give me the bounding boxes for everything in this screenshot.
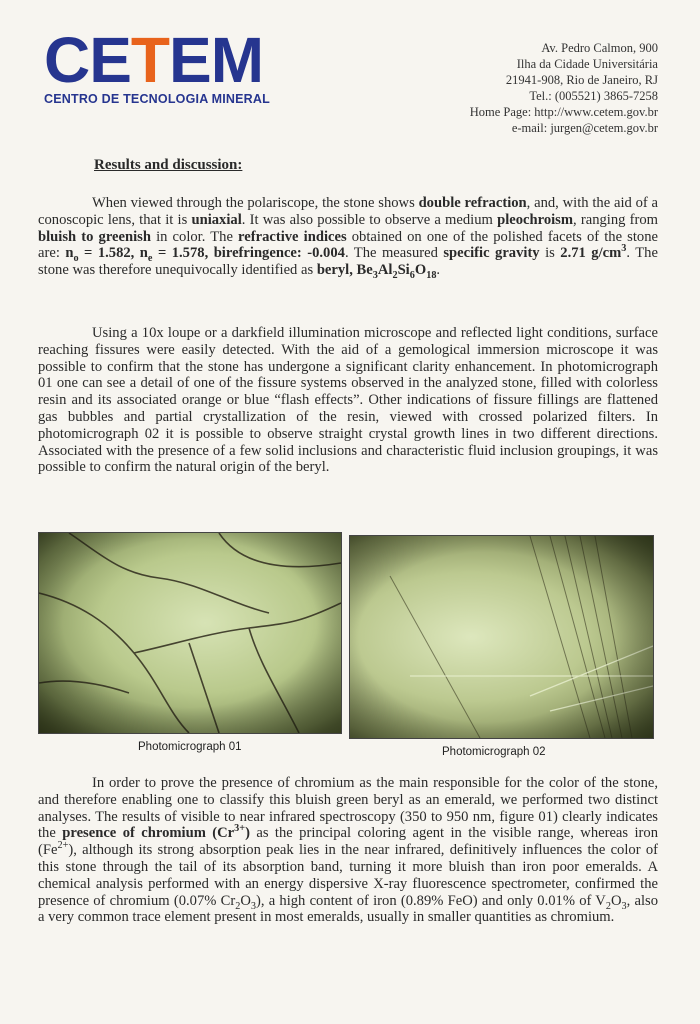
text-segment: , and, with the aid of a conoscopic lens, that it is xyxy=(38,195,658,228)
text-segment: Si xyxy=(397,262,410,279)
text-segment: . xyxy=(436,262,441,279)
text-segment: beryl, Be xyxy=(316,262,373,279)
photomicrograph-01 xyxy=(38,532,342,734)
text-segment: , also a very common trace element present in most emeralds, usually in smaller quantities as chromium. xyxy=(38,892,659,926)
address-block xyxy=(358,40,658,136)
text-segment: . The stone was therefore unequivocally identified as xyxy=(38,245,658,279)
text-segment: presence of chromium (Cr xyxy=(62,825,235,842)
text-segment: bluish to greenish xyxy=(38,228,151,245)
text-segment: uniaxial xyxy=(191,211,242,228)
logo-subtitle: CENTRO DE TECNOLOGIA MINERAL xyxy=(44,92,270,106)
text-segment: ) xyxy=(245,825,250,842)
text-segment: Al xyxy=(377,262,393,279)
text-segment: , ranging from xyxy=(573,211,658,228)
address-line: e-mail: jurgen@cetem.gov.br xyxy=(511,121,658,135)
paragraph-fissures xyxy=(38,325,658,476)
text-segment: pleochroism xyxy=(497,211,574,228)
text-segment: 2 xyxy=(605,900,611,912)
text-segment: O xyxy=(610,892,622,909)
cetem-logo xyxy=(44,24,270,106)
address-line: Tel.: (005521) 3865-7258 xyxy=(529,89,658,103)
text-segment: In order to prove the presence of chromium as the main responsible for the color of the stone, and therefore enabling one to classify this bluish green beryl as an emerald, we performed two distinct analyses. The results of visible to near infrared spectroscopy (350 to 950 nm, figure 01) clearly indicates the xyxy=(38,775,658,842)
paragraph-identification xyxy=(38,195,658,282)
logo-accent-letter: T xyxy=(130,24,169,96)
text-segment: as the principal coloring agent in the visible range, whereas iron (Fe xyxy=(38,825,658,859)
text-segment: 2.71 g/cm xyxy=(560,245,622,262)
text-segment: refractive indices xyxy=(238,228,347,245)
logo-prefix: CE xyxy=(44,24,131,96)
text-segment: Using a 10x loupe or a darkfield illumination microscope and reflected light conditions, surface reaching fissures were easily detected. With the aid of a gemological immersion microscope it was possible to confirm that the stone has undergone a significant clarity enhancement. In photomicrograph 01 one can see a detail of one of the fissure systems observed in the analyzed stone, filled with colorless resin and its associated orange or blue “flash effects”. Other indications of fissure fillings are flattened gas bubbles and partial crystallization of the resin, viewed with crossed polarized filters. In photomicrograph 02 it is possible to observe straight crystal growth lines in two different directions. Associated with the presence of a few solid inclusions and characteristic fluid inclusion groupings, it was possible to confirm the natural origin of the beryl. xyxy=(38,325,658,476)
logo-wordmark xyxy=(44,24,270,96)
growth-lines-image-2 xyxy=(350,536,653,738)
text-segment: 2 xyxy=(392,270,398,282)
text-segment: O xyxy=(414,262,427,279)
caption-photomicrograph-01: Photomicrograph 01 xyxy=(138,741,242,753)
text-segment: e xyxy=(147,253,153,265)
paragraph-chromium xyxy=(38,775,658,926)
text-segment: 3 xyxy=(250,900,256,912)
text-segment: 3+ xyxy=(234,823,246,835)
logo-suffix: EM xyxy=(169,24,263,96)
text-segment: O xyxy=(240,892,251,909)
text-segment: is xyxy=(539,245,561,262)
text-segment: double refraction xyxy=(418,195,527,211)
text-segment: . The measured xyxy=(344,245,444,262)
text-segment: 2 xyxy=(235,900,241,912)
address-line: Av. Pedro Calmon, 900 xyxy=(541,41,658,55)
text-segment: 3 xyxy=(621,900,627,912)
text-segment: ), a high content of iron (0.89% FeO) and only 0.01% of V xyxy=(255,892,606,909)
photomicrograph-02 xyxy=(349,535,654,739)
text-segment: n xyxy=(65,245,74,262)
address-line: Home Page: http://www.cetem.gov.br xyxy=(469,105,658,119)
text-segment: = 1.582, n xyxy=(78,245,148,262)
text-segment: ), although its strong absorption peak lies in the near infrared, definitively influences the color of this stone through the tail of its absorption band, turning it more bluish than iron poor emeralds. A chemical analysis performed with an energy dispersive X-ray fluorescence spectrometer, confirmed the presence of chromium (0.07% Cr xyxy=(38,842,658,909)
address-line: 21941-908, Rio de Janeiro, RJ xyxy=(505,73,658,87)
text-segment: o xyxy=(73,253,79,265)
text-segment: 3 xyxy=(372,270,378,282)
text-segment: When viewed through the polariscope, the stone shows xyxy=(92,195,419,211)
text-segment: = 1.578, birefringence: -0.004 xyxy=(152,245,345,262)
text-segment: 2+ xyxy=(57,840,69,852)
caption-photomicrograph-02: Photomicrograph 02 xyxy=(442,746,546,758)
text-segment: 6 xyxy=(409,270,415,282)
text-segment: 18 xyxy=(426,270,437,282)
text-segment: in color. The xyxy=(150,228,239,245)
section-heading: Results and discussion: xyxy=(94,157,243,173)
text-segment: specific gravity xyxy=(443,245,540,262)
text-segment: 3 xyxy=(621,243,627,255)
address-line: Ilha da Cidade Universitária xyxy=(516,57,658,71)
text-segment: . It was also possible to observe a medium xyxy=(241,211,498,228)
fissure-image-1 xyxy=(39,533,341,733)
text-segment: obtained on one of the polished facets of the stone are: xyxy=(38,228,658,262)
